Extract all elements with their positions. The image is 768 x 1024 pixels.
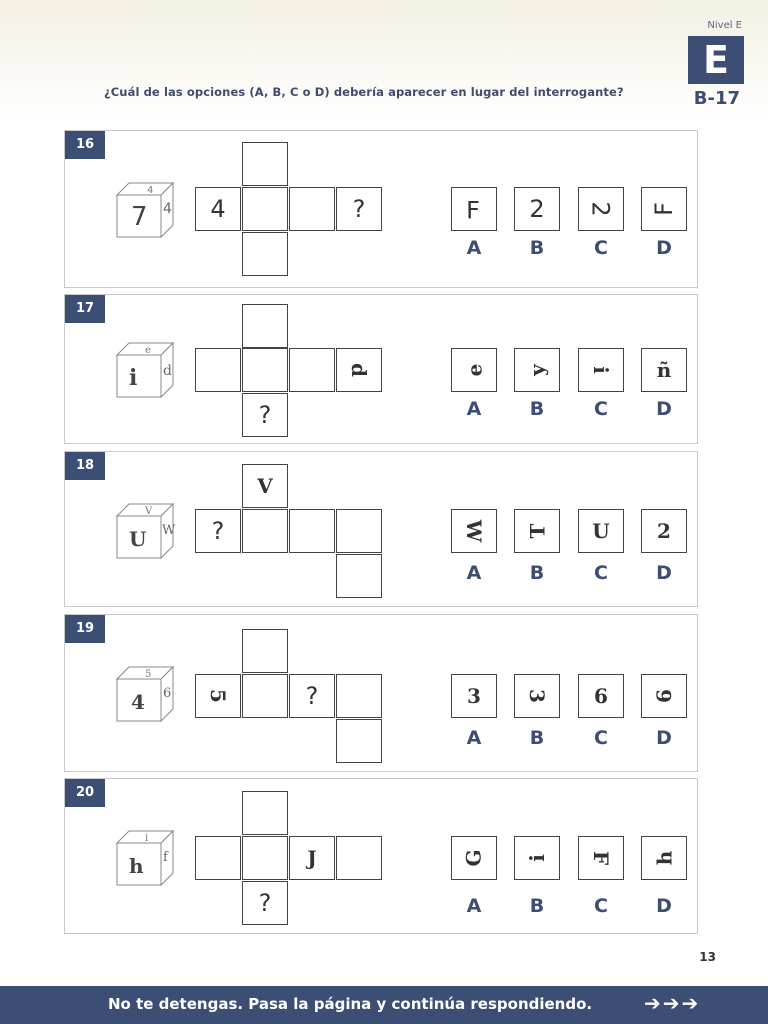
cube-face-side: d — [163, 363, 172, 379]
cube-face-front: i — [129, 365, 138, 391]
option-d-label: D — [656, 237, 672, 259]
net-cell — [289, 348, 335, 392]
net-cell — [195, 836, 241, 880]
page-number: 13 — [699, 950, 716, 964]
option-b-label: B — [529, 895, 545, 917]
net-cell-unknown: ? — [336, 187, 382, 231]
option-glyph: 2 — [587, 201, 615, 217]
option-glyph: i — [524, 854, 549, 862]
net-cell — [242, 674, 288, 718]
option-d-label: D — [656, 895, 672, 917]
instruction-text: ¿Cuál de las opciones (A, B, C o D) debería aparecer en lugar del interrogante? — [104, 85, 624, 99]
net-cell — [242, 348, 288, 392]
option-b-box[interactable] — [514, 509, 560, 553]
net-cell — [242, 509, 288, 553]
cube-face-top: 4 — [147, 185, 154, 196]
footer-text: No te detengas. Pasa la página y continúa respondiendo. — [108, 995, 593, 1013]
cube-face-top: 5 — [145, 669, 152, 680]
net-cell-glyph: 5 — [205, 689, 230, 703]
option-glyph: 6 — [651, 689, 676, 703]
net-cell — [195, 348, 241, 392]
net-cell-unknown: ? — [242, 393, 288, 437]
net-cell-unknown: ? — [289, 674, 335, 718]
option-glyph: F — [588, 850, 613, 866]
option-glyph: U — [592, 519, 610, 543]
option-c-box[interactable] — [578, 187, 624, 231]
cube-image — [111, 665, 181, 729]
net-cell: J — [289, 836, 335, 880]
option-glyph: y — [525, 364, 549, 376]
problem-18 — [64, 451, 698, 607]
net-cell — [336, 509, 382, 553]
cube-face-side: f — [163, 850, 168, 865]
option-a-label: A — [466, 562, 482, 584]
net-cell — [336, 719, 382, 763]
cube-face-front: 7 — [131, 202, 148, 232]
cube-image — [111, 341, 181, 405]
net-cell — [242, 142, 288, 186]
net-cell-glyph: d — [346, 363, 371, 377]
option-c-box[interactable] — [578, 674, 624, 718]
net-cell — [336, 674, 382, 718]
problem-number: 20 — [65, 779, 105, 807]
net-cell — [242, 232, 288, 276]
option-b-box[interactable] — [514, 674, 560, 718]
cube-face-side: 6 — [163, 686, 172, 701]
net-cell — [242, 836, 288, 880]
net-cell — [289, 509, 335, 553]
option-b-label: B — [529, 398, 545, 420]
option-d-box[interactable] — [641, 187, 687, 231]
option-b-box[interactable] — [514, 836, 560, 880]
option-glyph: 6 — [594, 684, 608, 708]
problem-20 — [64, 778, 698, 934]
option-c-box[interactable] — [578, 836, 624, 880]
net-cell — [336, 836, 382, 880]
net-cell — [242, 187, 288, 231]
cube-face-side: 4 — [163, 201, 172, 217]
option-glyph: W — [462, 519, 486, 543]
option-d-box[interactable] — [641, 509, 687, 553]
option-c-label: C — [594, 895, 608, 917]
option-b-box[interactable] — [514, 348, 560, 392]
option-a-box[interactable] — [451, 836, 497, 880]
cube-image — [111, 829, 181, 893]
option-glyph: 2 — [657, 519, 671, 543]
net-cell: V — [242, 464, 288, 508]
net-cell — [336, 554, 382, 598]
option-glyph: h — [651, 850, 676, 866]
problem-number: 16 — [65, 131, 105, 159]
problem-17 — [64, 294, 698, 444]
cube-face-top: i — [145, 833, 149, 844]
option-glyph: 2 — [529, 195, 545, 223]
net-cell — [336, 348, 382, 392]
problem-number: 19 — [65, 615, 105, 643]
test-code: B-17 — [693, 88, 740, 109]
option-b-label: B — [529, 237, 545, 259]
cube-face-top: V — [145, 506, 153, 517]
option-d-label: D — [656, 398, 672, 420]
problem-16 — [64, 130, 698, 288]
level-letter: E — [688, 36, 744, 84]
option-a-label: A — [466, 237, 482, 259]
option-b-label: B — [529, 562, 545, 584]
net-cell — [242, 304, 288, 348]
option-d-box[interactable] — [641, 836, 687, 880]
option-d-box[interactable] — [641, 674, 687, 718]
option-glyph: i — [588, 366, 613, 374]
next-arrows-icon: ➔➔➔ — [644, 991, 701, 1015]
problem-number: 18 — [65, 452, 105, 480]
level-label: Nivel E — [707, 20, 742, 31]
footer-bar — [0, 986, 768, 1024]
net-cell — [242, 791, 288, 835]
option-a-box[interactable] — [451, 509, 497, 553]
option-a-box[interactable] — [451, 674, 497, 718]
option-a-label: A — [466, 398, 482, 420]
option-d-box[interactable] — [641, 348, 687, 392]
net-cell — [242, 629, 288, 673]
option-a-label: A — [466, 727, 482, 749]
net-cell-unknown: ? — [195, 509, 241, 553]
cube-face-top: e — [145, 345, 151, 356]
problem-19 — [64, 614, 698, 772]
option-d-label: D — [656, 727, 672, 749]
option-c-box[interactable] — [578, 348, 624, 392]
option-c-label: C — [594, 398, 608, 420]
cube-image — [111, 181, 181, 245]
level-badge — [680, 16, 744, 110]
option-c-label: C — [594, 727, 608, 749]
option-glyph: e — [461, 363, 486, 377]
net-cell-unknown: ? — [242, 881, 288, 925]
option-glyph: 3 — [467, 684, 481, 708]
option-c-label: C — [594, 237, 608, 259]
option-a-box[interactable] — [451, 187, 497, 231]
option-d-label: D — [656, 562, 672, 584]
cube-face-front: h — [129, 854, 144, 878]
net-cell — [289, 187, 335, 231]
option-c-box[interactable] — [578, 509, 624, 553]
option-a-box[interactable] — [451, 348, 497, 392]
option-glyph: F — [650, 202, 678, 216]
cube-image — [111, 502, 181, 566]
net-cell — [195, 674, 241, 718]
option-b-box[interactable] — [514, 187, 560, 231]
cube-face-side: W — [162, 523, 176, 538]
option-c-label: C — [594, 562, 608, 584]
option-glyph: ñ — [656, 358, 672, 382]
header-band — [0, 0, 768, 120]
option-b-label: B — [529, 727, 545, 749]
cube-face-front: U — [129, 527, 147, 551]
option-glyph: Ⅎ — [467, 195, 481, 223]
net-cell: 4 — [195, 187, 241, 231]
option-glyph: T — [524, 523, 549, 539]
cube-face-front: 4 — [131, 690, 145, 714]
problem-number: 17 — [65, 295, 105, 323]
option-a-label: A — [466, 895, 482, 917]
option-glyph: G — [462, 849, 486, 867]
option-glyph: 3 — [524, 689, 549, 703]
